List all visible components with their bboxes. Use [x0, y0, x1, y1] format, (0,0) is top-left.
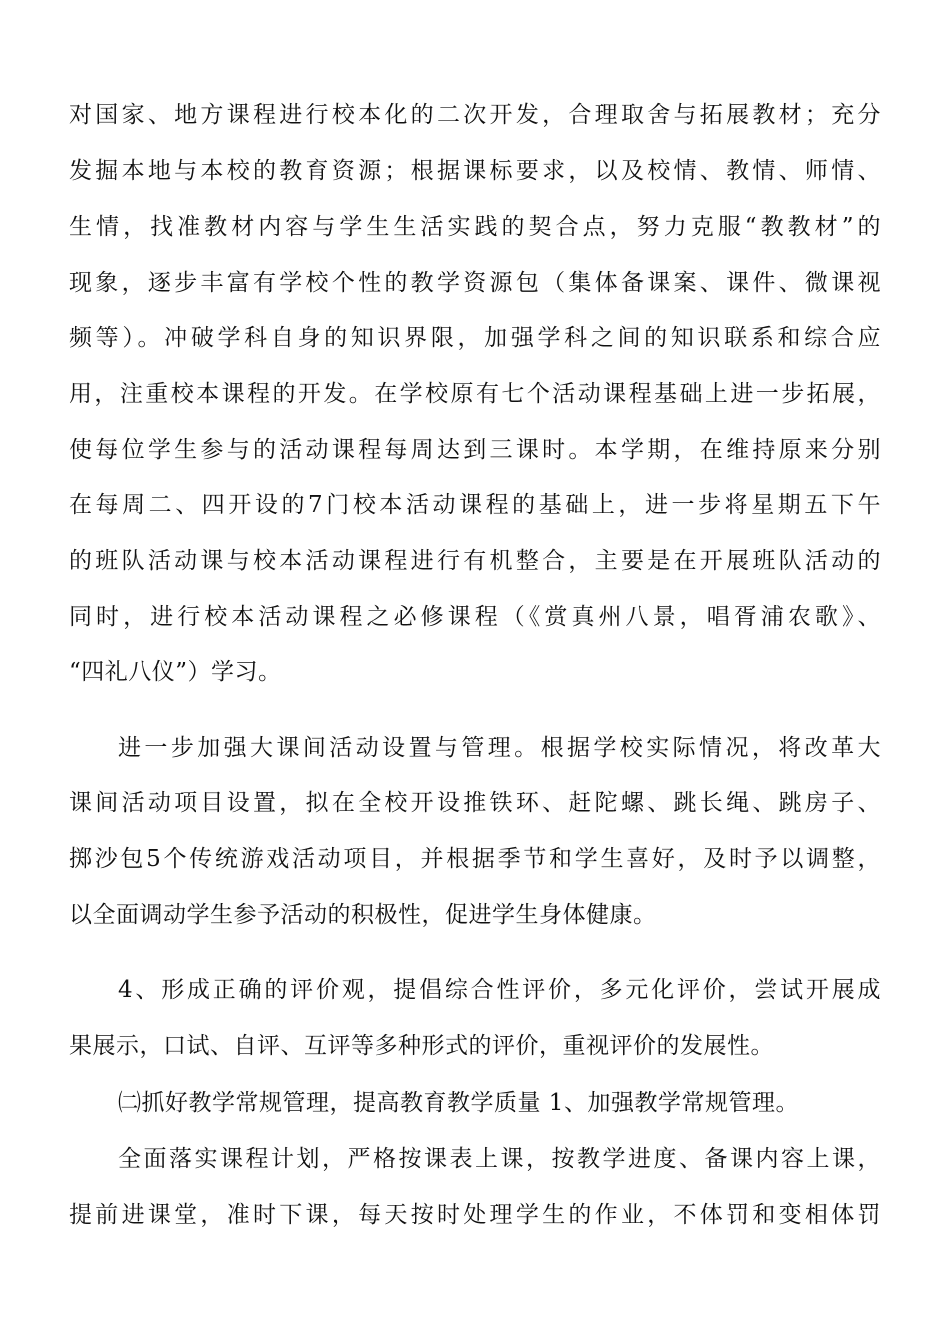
text-line-9: 的班队活动课与校本活动课程进行有机整合，主要是在开展班队活动的 [69, 548, 881, 574]
text-line-6: 用，注重校本课程的开发。在学校原有七个活动课程基础上进一步拓展， [69, 381, 881, 407]
text-line-16: 4、形成正确的评价观，提倡综合性评价，多元化评价，尝试开展成 [118, 977, 881, 1003]
text-line-13: 课间活动项目设置，拟在全校开设推铁环、赶陀螺、跳长绳、跳房子、 [69, 790, 881, 816]
text-line-11: “四礼八仪”）学习。 [69, 659, 282, 685]
text-line-12: 进一步加强大课间活动设置与管理。根据学校实际情况，将改革大 [118, 735, 881, 761]
text-line-3: 生情，找准教材内容与学生生活实践的契合点，努力克服“教教材”的 [69, 214, 881, 240]
text-line-19: 全面落实课程计划，严格按课表上课，按教学进度、备课内容上课， [118, 1146, 881, 1172]
text-line-1: 对国家、地方课程进行校本化的二次开发，合理取舍与拓展教材；充分 [69, 102, 881, 128]
text-line-4: 现象，逐步丰富有学校个性的教学资源包（集体备课案、课件、微课视 [69, 270, 881, 296]
text-line-2: 发掘本地与本校的教育资源；根据课标要求，以及校情、教情、师情、 [69, 158, 881, 184]
text-line-8: 在每周二、四开设的7门校本活动课程的基础上，进一步将星期五下午 [69, 492, 881, 518]
text-line-20: 提前进课堂，准时下课，每天按时处理学生的作业，不体罚和变相体罚 [69, 1202, 881, 1228]
text-line-14: 掷沙包5个传统游戏活动项目，并根据季节和学生喜好，及时予以调整， [69, 846, 881, 872]
text-line-7: 使每位学生参与的活动课程每周达到三课时。本学期，在维持原来分别 [69, 437, 881, 463]
text-line-17: 果展示，口试、自评、互评等多种形式的评价，重视评价的发展性。 [69, 1033, 774, 1059]
text-line-18: ㈡抓好教学常规管理，提高教育教学质量 1、加强教学常规管理。 [118, 1090, 799, 1116]
text-line-5: 频等）。冲破学科自身的知识界限，加强学科之间的知识联系和综合应 [69, 325, 881, 351]
text-line-15: 以全面调动学生参予活动的积极性，促进学生身体健康。 [69, 902, 657, 928]
text-line-10: 同时，进行校本活动课程之必修课程（《赏真州八景，唱胥浦农歌》、 [69, 604, 881, 630]
